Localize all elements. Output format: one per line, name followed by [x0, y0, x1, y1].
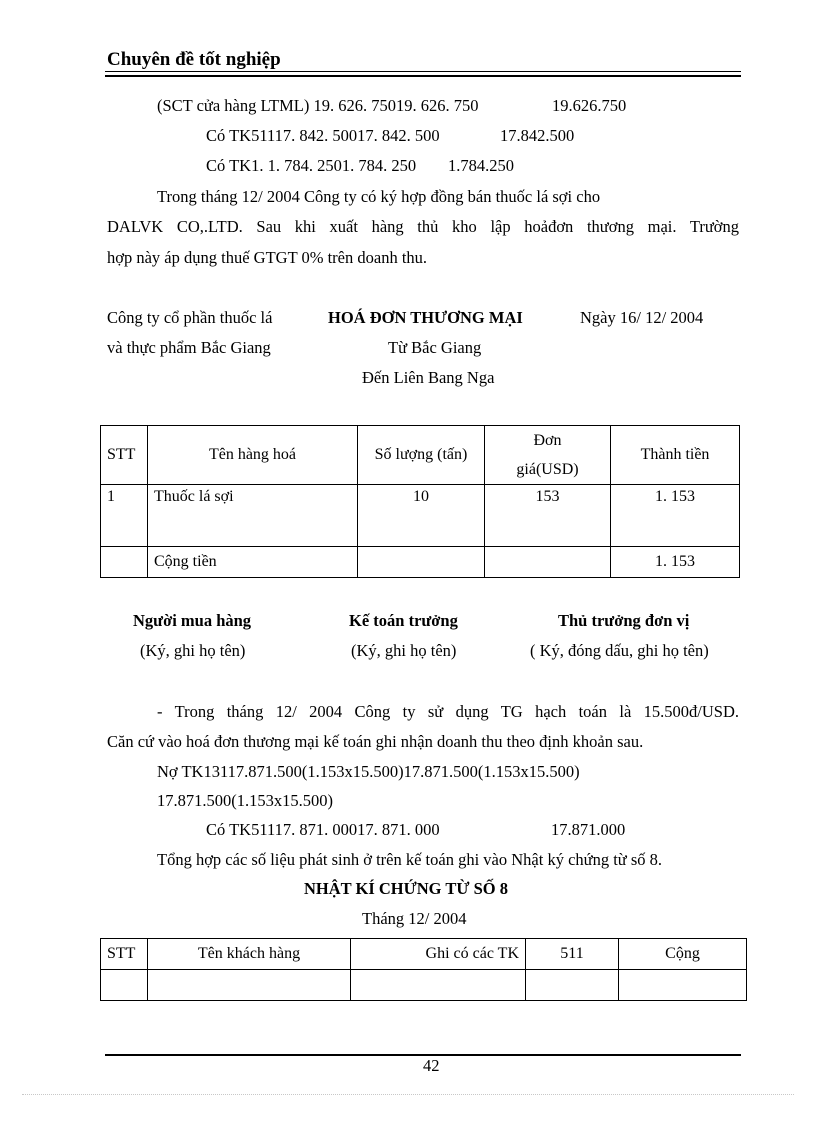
invoice-header-price-line-2: giá(USD) [516, 461, 579, 478]
invoice-header-price-line-1: Đơn [533, 432, 562, 449]
paragraph-2-line-1: - Trong tháng 12/ 2004 Công ty sử dụng TG hạch toán là 15.500đ/USD. [157, 702, 739, 721]
entry2-line-3: Có TK51117. 871. 00017. 871. 000 [206, 820, 440, 839]
page-header-title: Chuyên đề tốt nghiệp [107, 49, 281, 70]
journal-table-header-row [101, 939, 747, 970]
journal-cell [148, 970, 351, 1001]
invoice-company-line-1: Công ty cổ phần thuốc lá [107, 308, 273, 327]
invoice-to: Đến Liên Bang Nga [362, 368, 495, 387]
invoice-from: Từ Bắc Giang [388, 338, 482, 357]
journal-table-row [101, 970, 747, 1001]
invoice-row-amount: 1. 153 [611, 485, 740, 547]
invoice-company-line-2: và thực phẩm Bắc Giang [107, 338, 271, 357]
invoice-title: HOÁ ĐƠN THƯƠNG MẠI [328, 308, 523, 327]
entry-line-2-amount: 17.842.500 [500, 126, 575, 145]
entry2-line-1: Nợ TK13117.871.500(1.153x15.500)17.871.500(1.153x15.500) [157, 762, 580, 781]
paragraph-1-line-2: DALVK CO,.LTD. Sau khi xuất hàng thủ kho lập hoảđơn thương mại. Trường [107, 217, 739, 236]
invoice-row-price: 153 [485, 485, 611, 547]
journal-table [100, 938, 747, 1001]
invoice-total-amount: 1. 153 [611, 547, 740, 578]
invoice-header-price [485, 426, 611, 485]
journal-title: NHẬT KÍ CHỨNG TỪ SỐ 8 [304, 879, 508, 898]
signature-buyer-note: (Ký, ghi họ tên) [140, 641, 246, 660]
invoice-total-stt [101, 547, 148, 578]
entry2-summary: Tổng hợp các số liệu phát sinh ở trên kế toán ghi vào Nhật ký chứng từ số 8. [157, 850, 663, 869]
signature-accountant: Kế toán trưởng [349, 611, 458, 630]
journal-cell [619, 970, 747, 1001]
journal-header-account: 511 [526, 939, 619, 970]
journal-cell [351, 970, 526, 1001]
invoice-table-header-row [101, 426, 740, 485]
invoice-header-name: Tên hàng hoá [148, 426, 358, 485]
header-rule-thick [105, 75, 741, 77]
signature-head: Thủ trưởng đơn vị [558, 611, 690, 630]
invoice-table-row [101, 485, 740, 547]
paragraph-2-line-2: Căn cứ vào hoá đơn thương mại kế toán ghi nhận doanh thu theo định khoản sau. [107, 732, 644, 751]
signature-head-note: ( Ký, đóng dấu, ghi họ tên) [530, 641, 709, 660]
invoice-total-price [485, 547, 611, 578]
entry-line-2: Có TK51117. 842. 50017. 842. 500 [206, 126, 440, 145]
invoice-table [100, 425, 740, 578]
page-number: 42 [423, 1056, 440, 1075]
invoice-row-stt: 1 [101, 485, 148, 547]
header-rule-thin [105, 71, 741, 72]
entry-line-3: Có TK1. 1. 784. 2501. 784. 250 [206, 156, 417, 175]
entry2-line-2: 17.871.500(1.153x15.500) [157, 791, 333, 810]
journal-cell [526, 970, 619, 1001]
page-edge-line [22, 1094, 794, 1095]
entry-line-1-amount: 19.626.750 [552, 96, 627, 115]
invoice-row-name: Thuốc lá sợi [148, 485, 358, 547]
paragraph-1-line-3: hợp này áp dụng thuế GTGT 0% trên doanh thu. [107, 248, 428, 267]
invoice-header-stt: STT [101, 426, 148, 485]
invoice-header-amount: Thành tiền [611, 426, 740, 485]
entry-line-1: (SCT cửa hàng LTML) 19. 626. 75019. 626. 750 [157, 96, 479, 115]
journal-cell [101, 970, 148, 1001]
invoice-date: Ngày 16/ 12/ 2004 [580, 308, 704, 327]
entry2-line-3-amount: 17.871.000 [551, 820, 626, 839]
journal-header-customer: Tên khách hàng [148, 939, 351, 970]
invoice-table-total-row [101, 547, 740, 578]
paragraph-1-line-1: Trong tháng 12/ 2004 Công ty có ký hợp đồng bán thuốc lá sợi cho [157, 187, 601, 206]
invoice-header-qty: Số lượng (tấn) [358, 426, 485, 485]
entry-line-3-amount: 1.784.250 [448, 156, 514, 175]
journal-header-credit: Ghi có các TK [351, 939, 526, 970]
signature-accountant-note: (Ký, ghi họ tên) [351, 641, 457, 660]
journal-header-stt: STT [101, 939, 148, 970]
signature-buyer: Người mua hàng [133, 611, 252, 630]
invoice-total-qty [358, 547, 485, 578]
journal-month: Tháng 12/ 2004 [362, 909, 467, 928]
invoice-row-qty: 10 [358, 485, 485, 547]
journal-header-total: Cộng [619, 939, 747, 970]
invoice-total-label: Cộng tiền [148, 547, 358, 578]
